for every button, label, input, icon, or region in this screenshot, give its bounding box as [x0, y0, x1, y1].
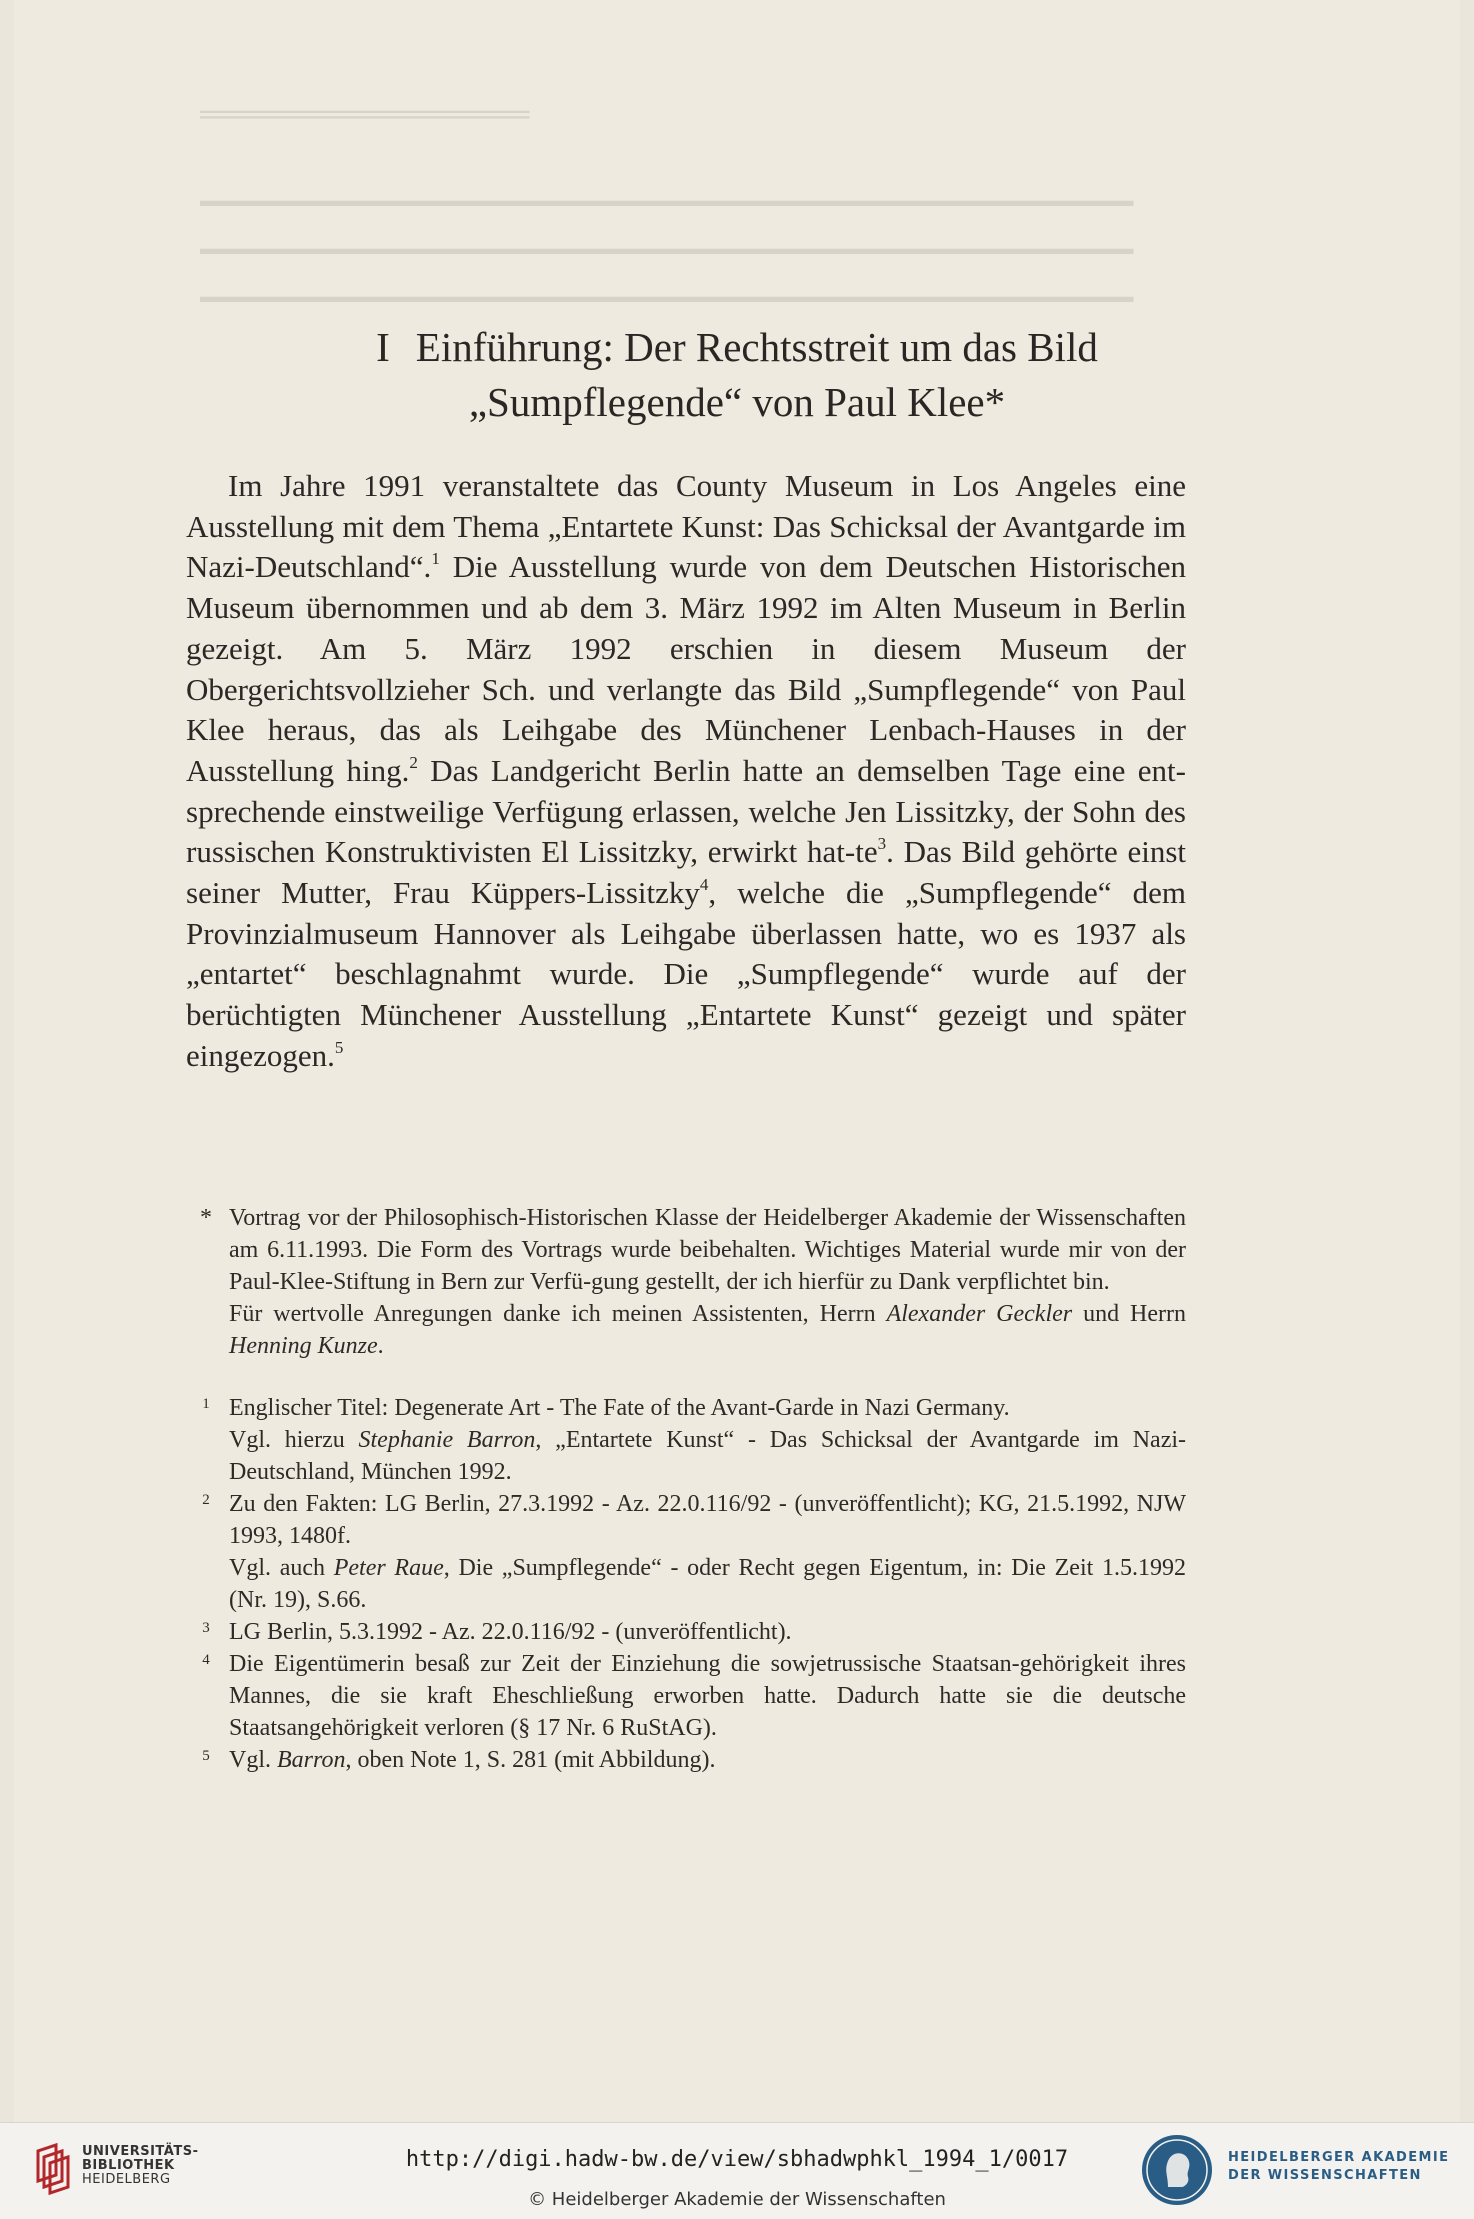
author-name: Stephanie Barron — [358, 1427, 536, 1453]
footnote-text: Die Eigentümerin besaß zur Zeit der Einziehung die sowjetrussische Staatsan-gehörigkeit ihres Mannes, die sie kraft Eheschließung erworben hatte. Dadurch hatte sie die deutsche Staatsangehörigkeit verloren (§ 17 Nr. 6 RuStAG). — [229, 1651, 1186, 1741]
footnote-ref: 1 — [431, 549, 440, 569]
academy-name — [1228, 2149, 1449, 2185]
author-name: Henning Kunze — [229, 1333, 378, 1359]
footnote-text-part: . — [377, 1333, 384, 1359]
footnote-text: Zu den Fakten: LG Berlin, 27.3.1992 - Az. 22.0.116/92 - (unveröffentlicht); KG, 21.5.1992, NJW 1993, 1480f. — [229, 1491, 1186, 1549]
body-sentence: . Das Bild gehörte einst seiner Mutter, Frau Küppers-Lissitzky — [186, 834, 1186, 911]
footnote-mark: 3 — [202, 1620, 210, 1636]
footnote-text: LG Berlin, 5.3.1992 - Az. 22.0.116/92 - (unveröffentlicht). — [229, 1619, 792, 1645]
author-name: Alexander Geckler — [886, 1301, 1073, 1327]
author-name: Peter Raue — [333, 1555, 444, 1581]
library-name-line: BIBLIOTHEK — [82, 2158, 175, 2173]
bleed-through-texture: ━━━━━━━━━━━━━━━━━━━━━━━━━━━━━━━━━━━━━━━━━━━━━━━━━━ — [200, 282, 1134, 317]
body-sentence: Im Jahre 1991 veranstaltete das County Museum in Los Angeles eine Ausstellung mit dem Thema „Entartete Kunst: Das Schicksal der Avantgarde im Nazi-Deutschland“. — [186, 468, 1186, 585]
footnote-mark: 5 — [202, 1748, 210, 1764]
footnote-text — [229, 1552, 1186, 1616]
footnote-ref: 3 — [877, 834, 887, 854]
footnote-ref: 5 — [334, 1038, 344, 1058]
footnote-5 — [186, 1744, 1186, 1776]
footnote-text-part: Vgl. hierzu — [229, 1427, 359, 1453]
footnote-text-part: , Die „Sumpflegende“ - oder Recht gegen Eigentum, in: Die Zeit 1.5.1992 (Nr. 19), S.66. — [229, 1555, 1186, 1613]
footnote-text-part: Für wertvolle Anregungen danke ich meinen Assistenten, Herrn — [229, 1301, 887, 1327]
footnote-text — [229, 1744, 1186, 1776]
body-sentence: , welche die „Sumpflegende“ dem Provinzialmuseum Hannover als Leihgabe überlassen hatte, wo es 1937 als „entartet“ beschlagnahmt wurde. Die „Sumpflegende“ wurde auf der berüchtigten Münchener Ausstellung „Entartete Kunst“ gezeigt und später eingezogen. — [186, 875, 1186, 1073]
footnote-mark: 4 — [202, 1652, 210, 1668]
author-name: Barron — [277, 1747, 346, 1773]
bleed-through-texture: ━━━━━━━━━━━━━━━━━━━━━━━━━━━━━━━━━━━━━━━━━━━━━━━━━━ — [200, 186, 1134, 221]
footnote-mark: * — [200, 1205, 212, 1231]
chapter-number: I — [376, 324, 390, 370]
chapter-heading — [0, 320, 1474, 430]
footnote-text: Englischer Titel: Degenerate Art - The Fate of the Avant-Garde in Nazi Germany. — [229, 1395, 1010, 1421]
footnote-mark: 1 — [202, 1396, 210, 1412]
footnote-star — [186, 1202, 1186, 1362]
academy-name-line: HEIDELBERGER AKADEMIE — [1228, 2150, 1450, 2165]
chapter-title-line-2: „Sumpflegende“ von Paul Klee* — [468, 379, 1006, 425]
body-paragraph — [186, 466, 1186, 1077]
footnote-mark: 2 — [202, 1492, 210, 1508]
chapter-heading-line-1 — [0, 320, 1474, 375]
footnote-text-part: Vgl. auch — [229, 1555, 334, 1581]
footnote-2 — [186, 1488, 1186, 1616]
footnote-4 — [186, 1648, 1186, 1744]
copyright-notice: © Heidelberger Akademie der Wissenschaften — [528, 2189, 946, 2210]
footnote-text — [229, 1298, 1186, 1362]
footnote-text-part: , oben Note 1, S. 281 (mit Abbildung). — [345, 1747, 716, 1773]
footnote-text-part: , „Entartete Kunst“ - Das Schicksal der Avantgarde im Nazi-Deutschland, München 1992. — [229, 1427, 1187, 1485]
body-sentence: Die Ausstellung wurde von dem Deutschen Historischen Museum übernommen und ab dem 3. März 1992 im Alten Museum in Berlin gezeigt. Am 5. März 1992 erschien in diesem Museum der Obergerichtsvollzieher Sch. und verlangte das Bild „Sumpflegende“ von Paul Klee heraus, das als Leihgabe des Münchener Lenbach-Hauses in der Ausstellung hing. — [186, 549, 1186, 788]
footnote-text-part: und Herrn — [1072, 1301, 1187, 1327]
footnote-3 — [186, 1616, 1186, 1648]
footnote-text-part: Vgl. — [229, 1747, 277, 1773]
digitization-footer — [0, 2122, 1474, 2219]
footnotes — [186, 1202, 1186, 1776]
academy-seal-icon — [1138, 2131, 1216, 2209]
permalink-url[interactable]: http://digi.hadw-bw.de/view/sbhadwphkl_1994_1/0017 — [405, 2147, 1069, 2172]
bleed-through-texture: ━━━━━━━━━━━━━━━━━━━━━━━━━━━━━━━━━━━━━━━━━━━━━━━━━━ — [200, 234, 1134, 269]
bleed-through-texture: ═══════════════ — [200, 96, 530, 131]
academy-name-line: DER WISSENSCHAFTEN — [1228, 2168, 1422, 2183]
footnote-text: Vortrag vor der Philosophisch-Historischen Klasse der Heidelberger Akademie der Wissenschaften am 6.11.1993. Die Form des Vortrags wurde beibehalten. Wichtiges Material wurde mir von der Paul-Klee-Stiftung in Bern zur Verfü-gung gestellt, der ich hierfür zu Dank verpflichtet bin. — [229, 1205, 1186, 1295]
footnote-ref: 2 — [409, 753, 418, 773]
footnote-1 — [186, 1392, 1186, 1488]
library-name-line: UNIVERSITÄTS- — [82, 2144, 199, 2159]
footnote-ref: 4 — [699, 875, 709, 895]
footnote-text — [229, 1424, 1186, 1488]
chapter-title-line-1: Einführung: Der Rechtsstreit um das Bild — [415, 324, 1098, 370]
body-sentence: Das Landgericht Berlin hatte an demselben Tage eine ent-sprechende einstweilige Verfügung erlassen, welche Jen Lissitzky, der Sohn des russischen Konstruktivisten El Lissitzky, erwirkt hat-te — [186, 752, 1186, 870]
library-name-line: HEIDELBERG — [82, 2172, 171, 2187]
